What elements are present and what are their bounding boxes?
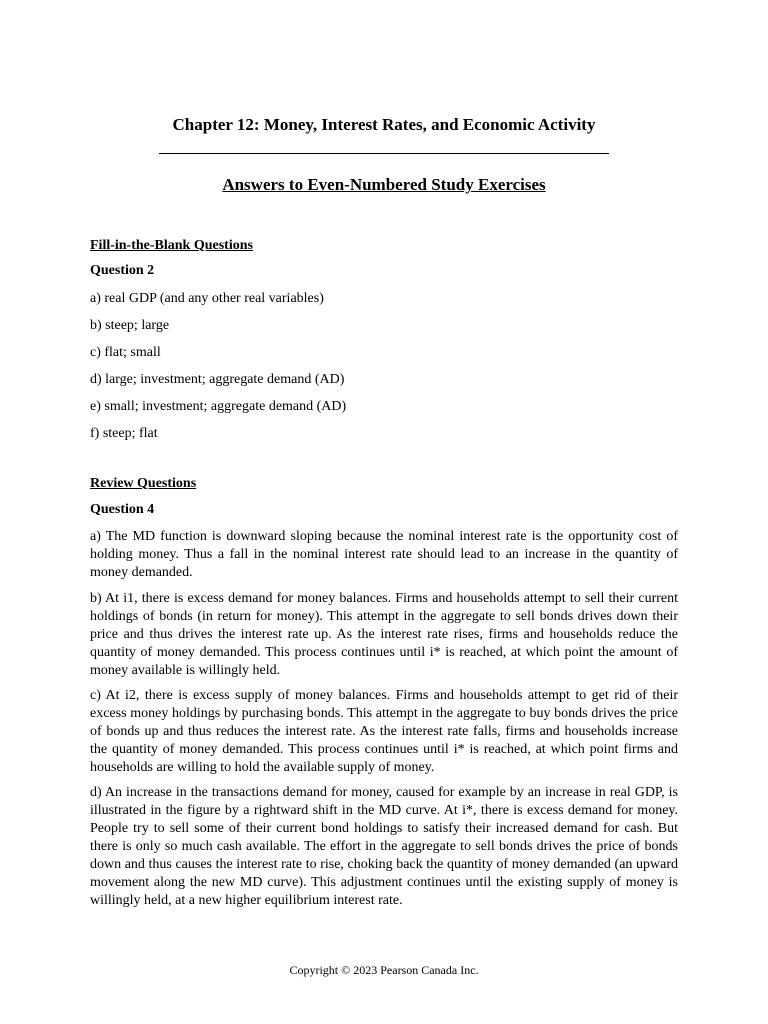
review-paragraph-b: b) At i1, there is excess demand for money balances. Firms and households attempt to sell their current holdings of bonds (in return for money). This attempt in the aggregate to sell bonds drives down their price and thus drives the interest rate up. As the interest rate rises, firms and households reduce the quantity of money demanded. This process continues until i* is reached, at which point the amount of money available is willingly held. — [90, 591, 678, 678]
answer-a: a) real GDP (and any other real variables) — [90, 291, 324, 306]
question-2-heading: Question 2 — [90, 263, 155, 278]
answer-f: f) steep; flat — [90, 426, 158, 441]
review-paragraph-a: a) The MD function is downward sloping because the nominal interest rate is the opportunity cost of holding money. Thus a fall in the nominal interest rate should lead to an increase in the quantity of money demanded. — [90, 529, 678, 580]
answer-b: b) steep; large — [90, 318, 170, 333]
answers-title — [0, 175, 768, 195]
fill-in-answers — [90, 290, 346, 452]
title-divider — [159, 153, 609, 154]
fill-in-heading: Fill-in-the-Blank Questions — [90, 238, 253, 253]
review-paragraph-c: c) At i2, there is excess supply of money balances. Firms and households attempt to get rid of their excess money holdings by purchasing bonds. This attempt in the aggregate to buy bonds drives the price of bonds up and thus reduces the interest rate. As the interest rate falls, firms and households increase the quantity of money demanded. This process continues until i* is reached, at which point firms and households are willing to hold the available supply of money. — [90, 688, 678, 775]
answer-d: d) large; investment; aggregate demand (AD) — [90, 372, 345, 387]
answers-title-text: Answers to Even-Numbered Study Exercises — [222, 175, 546, 194]
copyright-notice: Copyright © 2023 Pearson Canada Inc. — [289, 963, 479, 977]
question-4-heading: Question 4 — [90, 502, 155, 517]
review-paragraph-d: d) An increase in the transactions demand for money, caused for example by an increase in real GDP, is illustrated in the figure by a rightward shift in the MD curve. At i*, there is excess demand for money. People try to sell some of their current bond holdings to satisfy their increased demand for cash. But there is only so much cash available. The effort in the aggregate to sell bonds drives the price of bonds down and thus causes the interest rate to rise, choking back the quantity of money demanded (an upward movement along the new MD curve). This adjustment continues until the existing supply of money is willingly held, at a new higher equilibrium interest rate. — [90, 785, 678, 908]
answer-c: c) flat; small — [90, 345, 161, 360]
chapter-title: Chapter 12: Money, Interest Rates, and Economic Activity — [172, 115, 596, 134]
answer-e: e) small; investment; aggregate demand (AD) — [90, 399, 347, 414]
review-heading: Review Questions — [90, 476, 197, 491]
